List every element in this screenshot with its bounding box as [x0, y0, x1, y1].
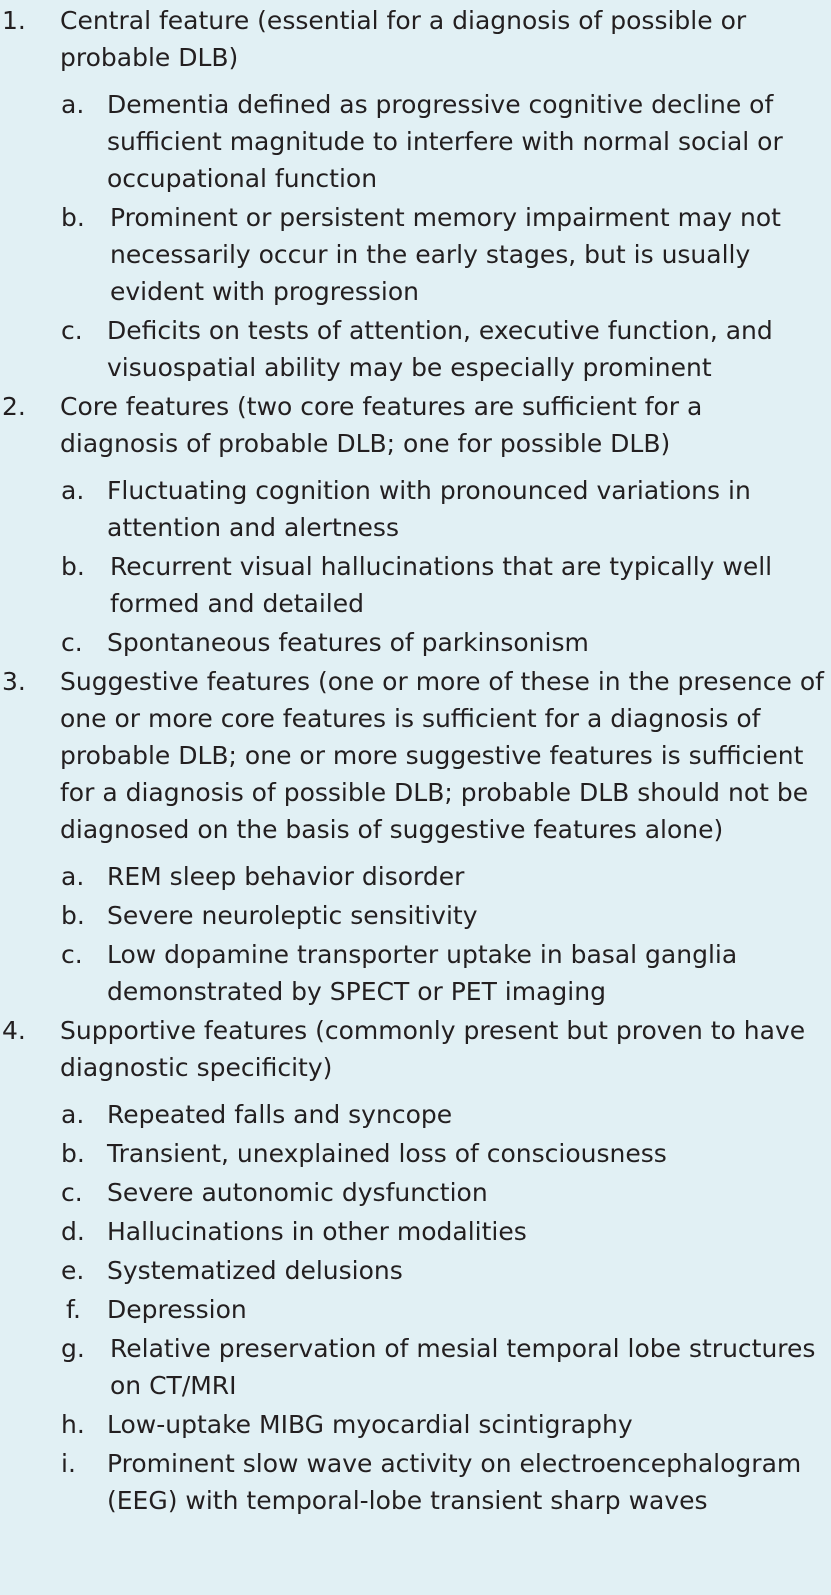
section-number: 2.: [2, 392, 26, 421]
item-letter: g.: [61, 1334, 85, 1363]
item-letter: c.: [61, 940, 83, 969]
item-letter: i.: [61, 1449, 76, 1478]
section-number: 4.: [2, 1016, 26, 1045]
list-item: [0, 1213, 831, 1250]
item-text: Recurrent visual hallucinations that are typically well formed and detailed: [110, 552, 773, 618]
item-text: Repeated falls and syncope: [107, 1100, 453, 1129]
item-text: Severe autonomic dysfunction: [107, 1178, 488, 1207]
item-text: Low dopamine transporter uptake in basal ganglia demonstrated by SPECT or PET imaging: [107, 940, 738, 1006]
item-text: Hallucinations in other modalities: [107, 1217, 527, 1246]
sub-list: [0, 1096, 831, 1519]
item-text: Spontaneous features of parkinsonism: [107, 628, 589, 657]
item-text: Low-uptake MIBG myocardial scintigraphy: [107, 1410, 633, 1439]
section-core-features: [0, 388, 831, 661]
item-text: Severe neuroleptic sensitivity: [107, 901, 478, 930]
section-number: 1.: [2, 6, 26, 35]
list-item: [0, 199, 831, 310]
item-text: Deficits on tests of attention, executive function, and visuospatial ability may be especially prominent: [107, 316, 773, 382]
item-letter: b.: [61, 552, 85, 581]
item-letter: h.: [61, 1410, 85, 1439]
list-item: [0, 897, 831, 934]
item-text: Relative preservation of mesial temporal lobe structures on CT/MRI: [110, 1334, 816, 1400]
sub-list: [0, 472, 831, 661]
item-text: Depression: [107, 1295, 247, 1324]
section-number: 3.: [2, 667, 26, 696]
section-heading-text: Core features (two core features are sufficient for a diagnosis of probable DLB; one for possible DLB): [60, 392, 703, 458]
section-heading-text: Supportive features (commonly present but proven to have diagnostic specificity): [60, 1016, 806, 1082]
section-heading: [0, 1012, 831, 1086]
item-letter: a.: [61, 476, 85, 505]
list-item: [0, 312, 831, 386]
section-heading: [0, 2, 831, 76]
sub-list: [0, 858, 831, 1010]
list-item: [0, 936, 831, 1010]
section-heading: [0, 388, 831, 462]
section-heading: [0, 663, 831, 848]
list-item: [0, 1135, 831, 1172]
list-item: [0, 858, 831, 895]
list-item: [0, 1445, 831, 1519]
section-heading-text: Suggestive features (one or more of these in the presence of one or more core features is sufficient for a diagnosis of probable DLB; one or more suggestive features is sufficient for a diagnosis of possible DLB; probable DLB should not be diagnosed on the basis of suggestive features alone): [60, 667, 824, 844]
item-letter: b.: [61, 901, 85, 930]
item-letter: b.: [61, 203, 85, 232]
list-item: [0, 1330, 831, 1404]
item-text: REM sleep behavior disorder: [107, 862, 465, 891]
item-letter: a.: [61, 862, 85, 891]
list-item: [0, 1252, 831, 1289]
section-supportive-features: [0, 1012, 831, 1519]
item-letter: f.: [66, 1295, 81, 1324]
item-letter: a.: [61, 1100, 85, 1129]
list-item: [0, 624, 831, 661]
item-text: Dementia defined as progressive cognitive decline of sufficient magnitude to interfere with normal social or occupational function: [107, 90, 783, 193]
item-text: Systematized delusions: [107, 1256, 403, 1285]
item-letter: e.: [61, 1256, 85, 1285]
item-text: Prominent or persistent memory impairment may not necessarily occur in the early stages, but is usually evident with progression: [110, 203, 781, 306]
section-suggestive-features: [0, 663, 831, 1010]
item-text: Fluctuating cognition with pronounced variations in attention and alertness: [107, 476, 751, 542]
list-item: [0, 1096, 831, 1133]
list-item: [0, 1406, 831, 1443]
item-letter: c.: [61, 628, 83, 657]
list-item: [0, 1291, 831, 1328]
item-text: Transient, unexplained loss of consciousness: [107, 1139, 667, 1168]
list-item: [0, 548, 831, 622]
item-letter: d.: [61, 1217, 85, 1246]
section-heading-text: Central feature (essential for a diagnosis of possible or probable DLB): [60, 6, 747, 72]
item-letter: c.: [61, 1178, 83, 1207]
list-item: [0, 86, 831, 197]
list-item: [0, 472, 831, 546]
item-letter: c.: [61, 316, 83, 345]
item-letter: a.: [61, 90, 85, 119]
sub-list: [0, 86, 831, 386]
item-text: Prominent slow wave activity on electroencephalogram (EEG) with temporal-lobe transient sharp waves: [107, 1449, 802, 1515]
item-letter: b.: [61, 1139, 85, 1168]
section-central-feature: [0, 2, 831, 386]
list-item: [0, 1174, 831, 1211]
